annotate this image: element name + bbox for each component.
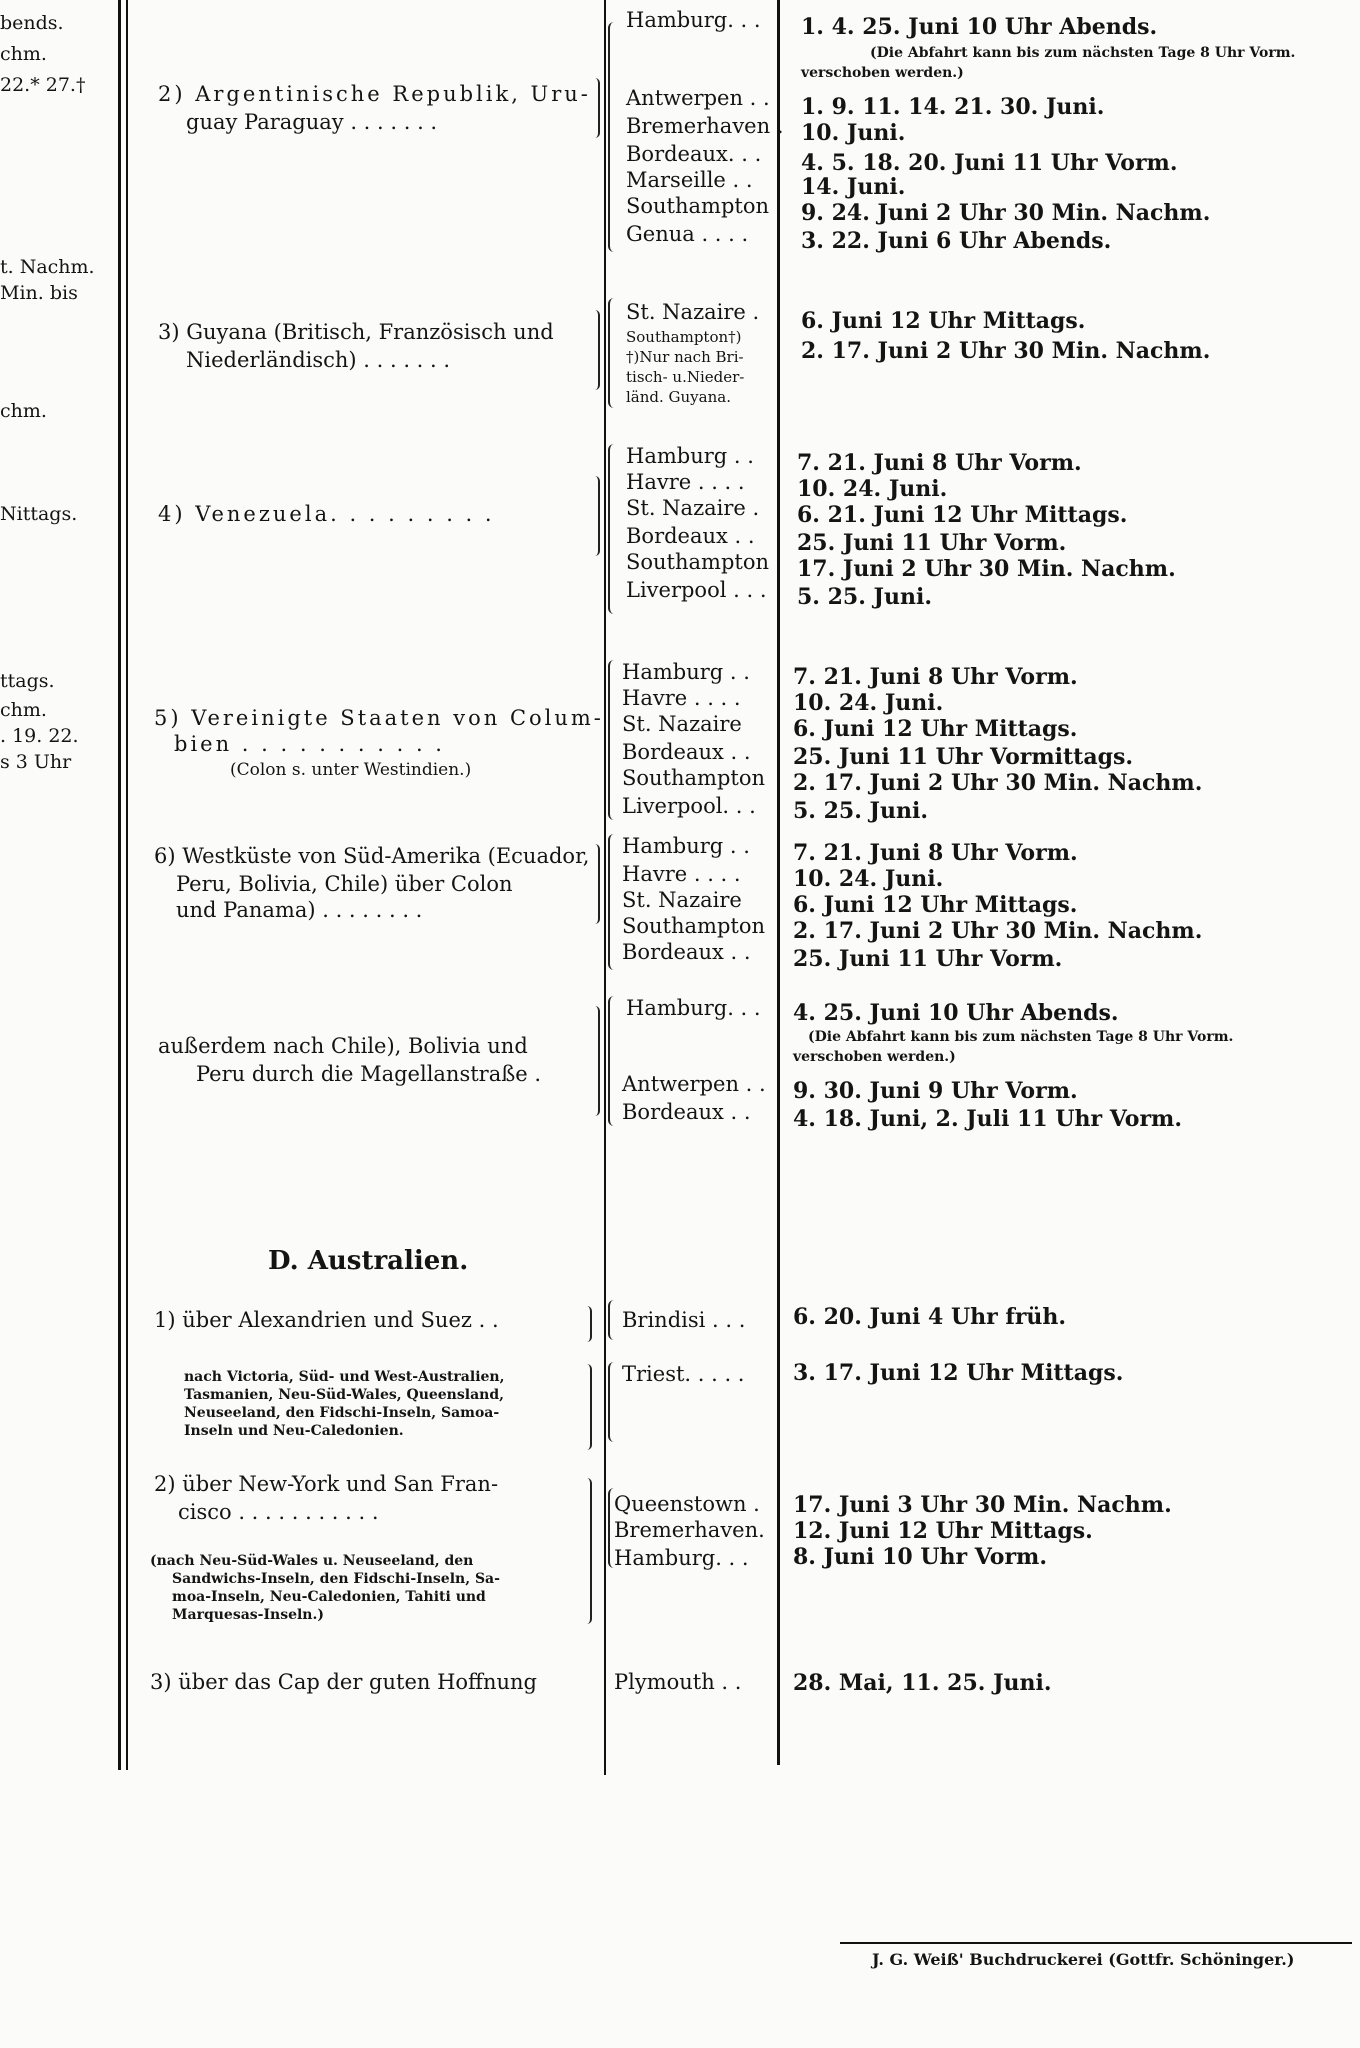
port-name: St. Nazaire . [626, 300, 760, 324]
port-note: länd. Guyana. [626, 388, 731, 406]
route-title: 3) über das Cap der guten Hoffnung [150, 1670, 537, 1694]
port-column-rule [604, 0, 606, 1775]
schedule-entry: 6. Juni 12 Uhr Mittags. [793, 892, 1078, 918]
port-name: Bremerhaven . [626, 114, 784, 138]
schedule-entry: 1. 4. 25. Juni 10 Uhr Abends. [801, 14, 1158, 40]
schedule-entry: 28. Mai, 11. 25. Juni. [793, 1670, 1052, 1696]
left-fragment: bends. [0, 12, 64, 34]
port-name: Hamburg . . [622, 834, 750, 858]
port-name: Antwerpen . . [622, 1072, 766, 1096]
left-column-rule [118, 0, 121, 1770]
schedule-entry: 3. 22. Juni 6 Uhr Abends. [801, 228, 1112, 254]
schedule-entry: 25. Juni 11 Uhr Vormittags. [793, 744, 1134, 770]
port-name: Brindisi . . . [622, 1308, 746, 1332]
route-note: moa-Inseln, Neu-Caledonien, Tahiti und [172, 1589, 486, 1605]
schedule-entry: 17. Juni 3 Uhr 30 Min. Nachm. [793, 1492, 1172, 1518]
schedule-entry: 12. Juni 12 Uhr Mittags. [793, 1518, 1093, 1544]
schedule-entry: 17. Juni 2 Uhr 30 Min. Nachm. [797, 556, 1176, 582]
brace [608, 298, 620, 408]
schedule-entry: 5. 25. Juni. [793, 798, 928, 824]
left-fragment: . 19. 22. [0, 725, 79, 747]
brace [582, 1478, 592, 1624]
printer-imprint: J. G. Weiß' Buchdruckerei (Gottfr. Schöninger.) [872, 1950, 1295, 1969]
port-name: Bordeaux . . [626, 524, 755, 548]
schedule-entry: 6. 21. Juni 12 Uhr Mittags. [797, 502, 1128, 528]
destination-title: 4) Venezuela. . . . . . . . . [158, 502, 495, 526]
brace [608, 660, 620, 820]
destination-title: 6) Westküste von Süd-Amerika (Ecuador, [154, 844, 590, 868]
schedule-entry: 6. 20. Juni 4 Uhr früh. [793, 1304, 1067, 1330]
route-title: 2) über New-York und San Fran- [154, 1472, 499, 1496]
left-fragment: t. Nachm. [0, 256, 95, 278]
schedule-note: verschoben werden.) [793, 1049, 956, 1065]
brace [608, 1362, 620, 1442]
schedule-note: (Die Abfahrt kann bis zum nächsten Tage 8 Uhr Vorm. [808, 1029, 1234, 1045]
left-fragment: chm. [0, 43, 47, 65]
schedule-entry: 1. 9. 11. 14. 21. 30. Juni. [801, 94, 1105, 120]
schedule-entry: 6. Juni 12 Uhr Mittags. [793, 716, 1078, 742]
left-fragment: s 3 Uhr [0, 751, 72, 773]
destination-title: Peru, Bolivia, Chile) über Colon [176, 872, 513, 896]
left-fragment: ttags. [0, 670, 55, 692]
port-name: Queenstown . [614, 1492, 760, 1516]
left-fragment: 22.* 27.† [0, 74, 86, 96]
schedule-entry: 3. 17. Juni 12 Uhr Mittags. [793, 1360, 1124, 1386]
schedule-entry: 7. 21. Juni 8 Uhr Vorm. [793, 840, 1078, 866]
route-note: Tasmanien, Neu-Süd-Wales, Queensland, [184, 1387, 504, 1403]
destination-title: Peru durch die Magellanstraße . [196, 1062, 542, 1086]
schedule-entry: 4. 5. 18. 20. Juni 11 Uhr Vorm. [801, 150, 1178, 176]
port-name: Hamburg . . [622, 660, 750, 684]
destination-title: guay Paraguay . . . . . . . [186, 110, 438, 134]
port-name: Southampton [622, 914, 766, 938]
left-fragment: chm. [0, 699, 47, 721]
port-name: Southampton [622, 766, 766, 790]
schedule-entry: 10. 24. Juni. [797, 476, 948, 502]
left-fragment: chm. [0, 400, 47, 422]
port-name: Hamburg. . . [626, 996, 761, 1020]
route-note: Marquesas-Inseln.) [172, 1607, 324, 1623]
brace [590, 310, 600, 390]
port-name: Bordeaux . . [622, 1100, 751, 1124]
port-name: Havre . . . . [626, 470, 745, 494]
brace [608, 834, 620, 970]
schedule-entry: 10. 24. Juni. [793, 690, 944, 716]
schedule-entry: 9. 24. Juni 2 Uhr 30 Min. Nachm. [801, 200, 1211, 226]
port-name: Bremerhaven. [614, 1518, 765, 1542]
brace [608, 996, 620, 1126]
port-name: Southampton†) [626, 328, 742, 346]
port-name: St. Nazaire [622, 888, 742, 912]
section-heading: D. Australien. [268, 1246, 469, 1276]
schedule-entry: 7. 21. Juni 8 Uhr Vorm. [793, 664, 1078, 690]
port-name: Liverpool. . . [622, 794, 756, 818]
port-name: Antwerpen . . [626, 86, 770, 110]
destination-title: 2) Argentinische Republik, Uru- [158, 82, 591, 106]
destination-title: außerdem nach Chile), Bolivia und [158, 1034, 528, 1058]
brace [608, 22, 620, 252]
schedule-note: (Die Abfahrt kann bis zum nächsten Tage 8 Uhr Vorm. [870, 45, 1296, 61]
schedule-entry: 6. Juni 12 Uhr Mittags. [801, 308, 1086, 334]
schedule-entry: 7. 21. Juni 8 Uhr Vorm. [797, 450, 1082, 476]
schedule-entry: 9. 30. Juni 9 Uhr Vorm. [793, 1078, 1078, 1104]
schedule-entry: 2. 17. Juni 2 Uhr 30 Min. Nachm. [793, 918, 1203, 944]
port-name: Genua . . . . [626, 222, 749, 246]
destination-title: und Panama) . . . . . . . . [176, 898, 423, 922]
destination-title: 5) Vereinigte Staaten von Colum- [154, 706, 604, 730]
brace [608, 444, 620, 614]
brace [608, 1300, 620, 1340]
schedule-entry: 2. 17. Juni 2 Uhr 30 Min. Nachm. [801, 338, 1211, 364]
schedule-entry: 4. 18. Juni, 2. Juli 11 Uhr Vorm. [793, 1106, 1182, 1132]
port-name: Southampton [626, 194, 770, 218]
port-name: Hamburg . . [626, 444, 754, 468]
schedule-entry: 14. Juni. [801, 174, 906, 200]
port-name: Southampton [626, 550, 770, 574]
schedule-entry: 10. Juni. [801, 120, 906, 146]
schedule-entry: 5. 25. Juni. [797, 584, 932, 610]
destination-title: bien . . . . . . . . . . . [174, 732, 445, 756]
destination-title: Niederländisch) . . . . . . . [186, 348, 451, 372]
port-note: †)Nur nach Bri- [626, 348, 744, 366]
schedule-entry: 4. 25. Juni 10 Uhr Abends. [793, 1000, 1119, 1026]
port-name: Triest. . . . . [622, 1362, 745, 1386]
port-name: Liverpool . . . [626, 578, 767, 602]
port-name: Bordeaux . . [622, 740, 751, 764]
brace [590, 78, 600, 138]
destination-note: (Colon s. unter Westindien.) [230, 760, 472, 780]
destination-title: 3) Guyana (Britisch, Französisch und [158, 320, 554, 344]
brace [590, 476, 600, 556]
schedule-entry: 2. 17. Juni 2 Uhr 30 Min. Nachm. [793, 770, 1203, 796]
left-fragment: Nittags. [0, 503, 78, 525]
route-note: Neuseeland, den Fidschi-Inseln, Samoa- [184, 1405, 500, 1421]
footer-rule [840, 1942, 1352, 1944]
port-note: tisch- u.Nieder- [626, 368, 745, 386]
route-note: Sandwichs-Inseln, den Fidschi-Inseln, Sa- [172, 1571, 500, 1587]
route-note: Inseln und Neu-Caledonien. [184, 1423, 404, 1439]
port-name: Hamburg. . . [626, 8, 761, 32]
left-column-rule-inner [126, 0, 128, 1770]
port-name: St. Nazaire [622, 712, 742, 736]
schedule-entry: 10. 24. Juni. [793, 866, 944, 892]
port-name: Plymouth . . [614, 1670, 742, 1694]
schedule-entry: 25. Juni 11 Uhr Vorm. [797, 530, 1067, 556]
port-name: Marseille . . [626, 168, 753, 192]
port-name: Bordeaux . . [622, 940, 751, 964]
left-fragment: Min. bis [0, 282, 78, 304]
port-name: Havre . . . . [622, 686, 741, 710]
schedule-entry: 25. Juni 11 Uhr Vorm. [793, 946, 1063, 972]
schedule-entry: 8. Juni 10 Uhr Vorm. [793, 1544, 1047, 1570]
port-name: Havre . . . . [622, 862, 741, 886]
port-name: Hamburg. . . [614, 1546, 749, 1570]
brace [590, 1006, 600, 1116]
brace [582, 1306, 592, 1342]
route-title: cisco . . . . . . . . . . . [178, 1500, 379, 1524]
brace [582, 1364, 592, 1450]
route-title: 1) über Alexandrien und Suez . . [154, 1308, 499, 1332]
schedule-note: verschoben werden.) [801, 65, 964, 81]
brace [590, 844, 600, 924]
route-note: nach Victoria, Süd- und West-Australien, [184, 1369, 505, 1385]
schedule-column-rule [777, 0, 780, 1765]
port-name: St. Nazaire . [626, 496, 760, 520]
route-note: (nach Neu-Süd-Wales u. Neuseeland, den [150, 1553, 474, 1569]
port-name: Bordeaux. . . [626, 142, 762, 166]
